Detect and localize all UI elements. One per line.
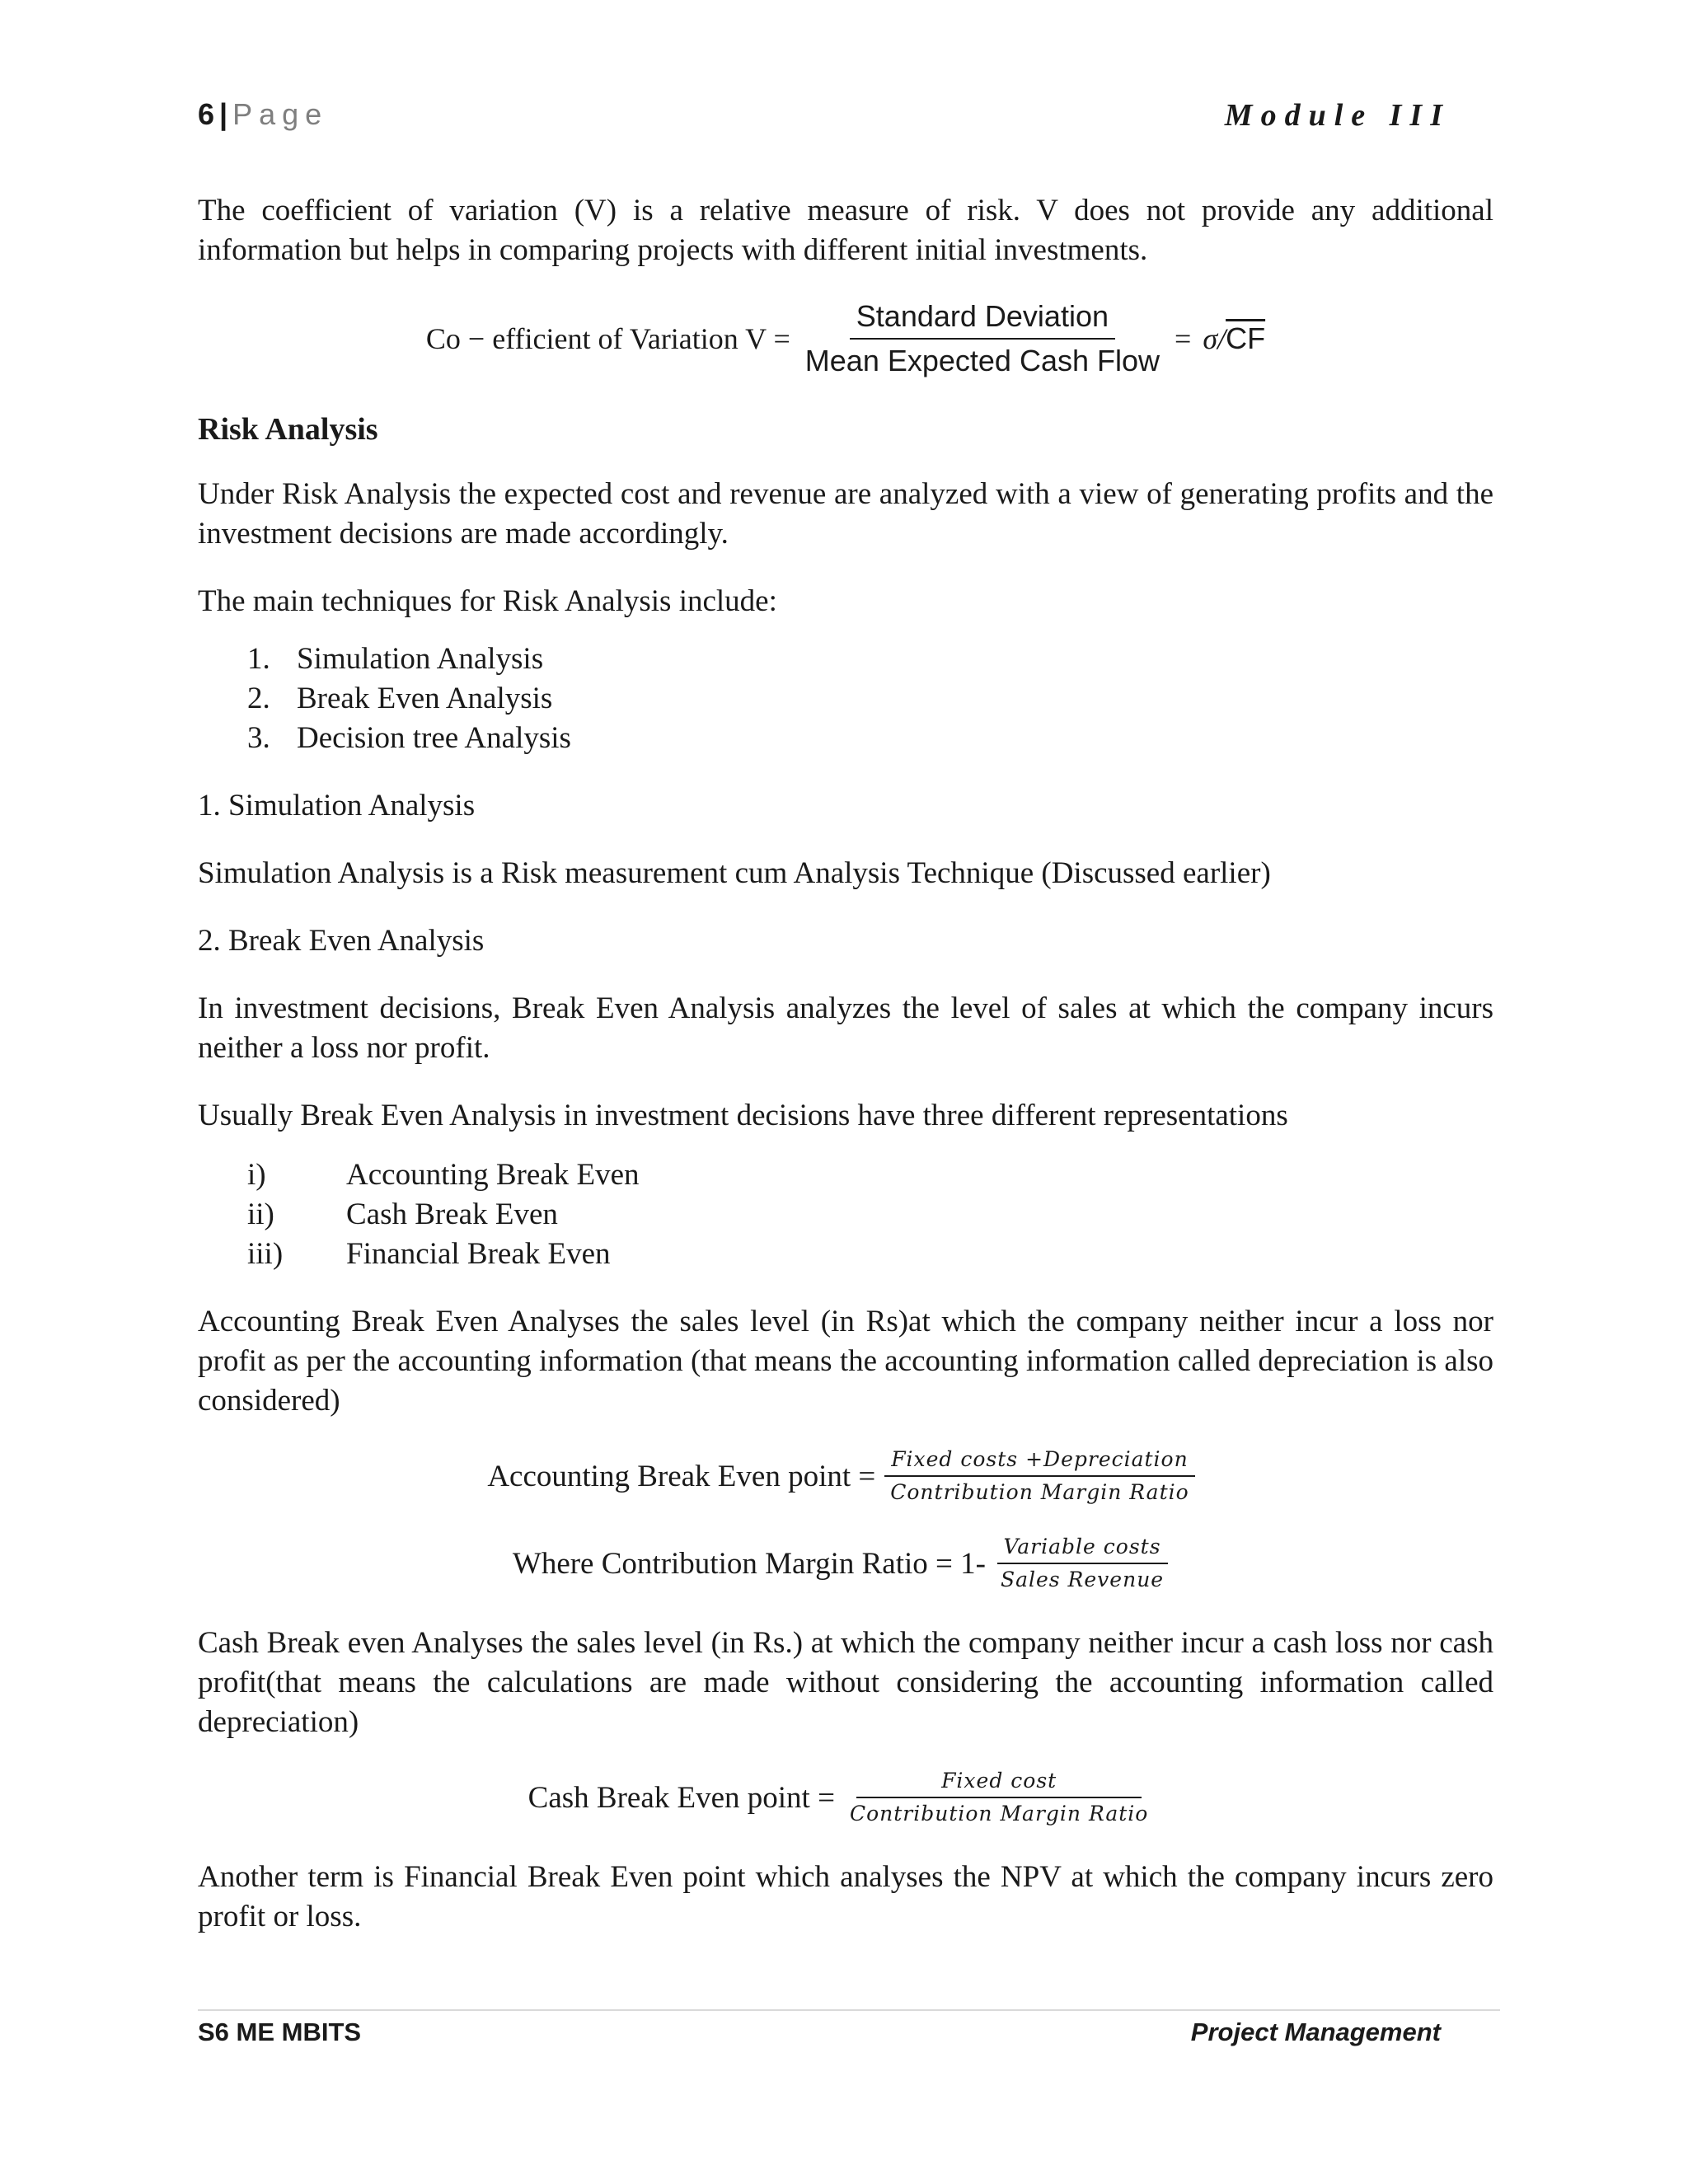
accounting-numerator: Fixed costs +Depreciation <box>884 1444 1195 1477</box>
cv-intro-paragraph: The coefficient of variation (V) is a relative measure of risk. V does not provide any additional information but helps in comparing projects with different initial investments. <box>198 194 1493 267</box>
techniques-intro: The main techniques for Risk Analysis include: <box>198 584 777 618</box>
break-even-title: 2. Break Even Analysis <box>198 924 485 958</box>
cmr-formula-lhs: Where Contribution Margin Ratio = 1- <box>512 1546 986 1581</box>
cv-formula <box>198 295 1493 382</box>
list-item: 1. Simulation Analysis <box>247 642 544 676</box>
cv-numerator: Standard Deviation <box>850 295 1115 340</box>
break-even-representations: Usually Break Even Analysis in investment decisions have three different representations <box>198 1099 1288 1132</box>
risk-analysis-heading: Risk Analysis <box>198 412 378 447</box>
simulation-title: 1. Simulation Analysis <box>198 789 476 823</box>
footer-right: Project Management <box>1190 2018 1441 2046</box>
break-even-text: In investment decisions, Break Even Analysis analyzes the level of sales at which the company incurs neither a loss nor profit. <box>198 991 1493 1065</box>
cmr-denominator: Sales Revenue <box>1000 1568 1165 1591</box>
accounting-formula-fraction <box>884 1444 1195 1508</box>
cash-denominator: Contribution Margin Ratio <box>849 1802 1149 1825</box>
list-item: i) Accounting Break Even <box>247 1158 640 1192</box>
cash-break-even-formula <box>198 1765 1493 1830</box>
page-number: 6 <box>198 97 215 131</box>
cmr-numerator: Variable costs <box>997 1531 1168 1564</box>
risk-analysis-paragraph: Under Risk Analysis the expected cost and revenue are analyzed with a view of generating profits and the investment decisions are made accordingly. <box>198 477 1493 551</box>
footer-divider <box>198 2009 1500 2011</box>
cash-numerator: Fixed cost <box>856 1765 1142 1798</box>
financial-break-even-text: Another term is Financial Break Even point which analyses the NPV at which the company incurs zero profit or loss. <box>198 1860 1493 1933</box>
cv-cf: $\overline{CF}$ <box>1226 321 1266 355</box>
cash-formula-fraction <box>843 1765 1155 1830</box>
cv-denominator: Mean Expected Cash Flow <box>804 344 1160 377</box>
cash-formula-lhs: Cash Break Even point = <box>528 1780 835 1815</box>
accounting-formula-lhs: Accounting Break Even point = <box>487 1459 876 1493</box>
page-number-header <box>198 97 328 132</box>
list-item: 2. Break Even Analysis <box>247 682 553 715</box>
accounting-break-even-formula <box>198 1444 1493 1508</box>
cv-formula-fraction <box>799 295 1166 382</box>
module-header: Module III <box>1224 98 1451 133</box>
list-item: iii) Financial Break Even <box>247 1237 611 1271</box>
footer-left: S6 ME MBITS <box>198 2018 362 2046</box>
simulation-text: Simulation Analysis is a Risk measurement cum Analysis Technique (Discussed earlier) <box>198 856 1271 890</box>
cv-formula-lhs: Co − efficient of Variation V = <box>425 322 790 355</box>
cmr-formula-fraction <box>994 1531 1170 1596</box>
list-item: ii) Cash Break Even <box>247 1197 558 1231</box>
page-content <box>198 191 1493 1937</box>
techniques-list <box>247 640 1493 758</box>
cv-equals: = <box>1175 322 1192 355</box>
break-even-types-list <box>247 1155 1493 1274</box>
accounting-denominator: Contribution Margin Ratio <box>890 1480 1189 1504</box>
list-item: 3. Decision tree Analysis <box>247 721 571 755</box>
header-separator: | <box>219 97 228 131</box>
page-label: Page <box>232 97 329 131</box>
cash-break-even-text: Cash Break even Analyses the sales level (in Rs.) at which the company neither incur a cash loss nor cash profit(that means the calculations are made without considering the accounting information called depreciation) <box>198 1626 1493 1739</box>
cv-sigma: σ/ <box>1203 322 1226 355</box>
cmr-formula <box>198 1531 1493 1596</box>
accounting-break-even-text: Accounting Break Even Analyses the sales level (in Rs)at which the company neither incur a loss nor profit as per the accounting information (that means the accounting information called depreciation is also considered) <box>198 1305 1493 1418</box>
